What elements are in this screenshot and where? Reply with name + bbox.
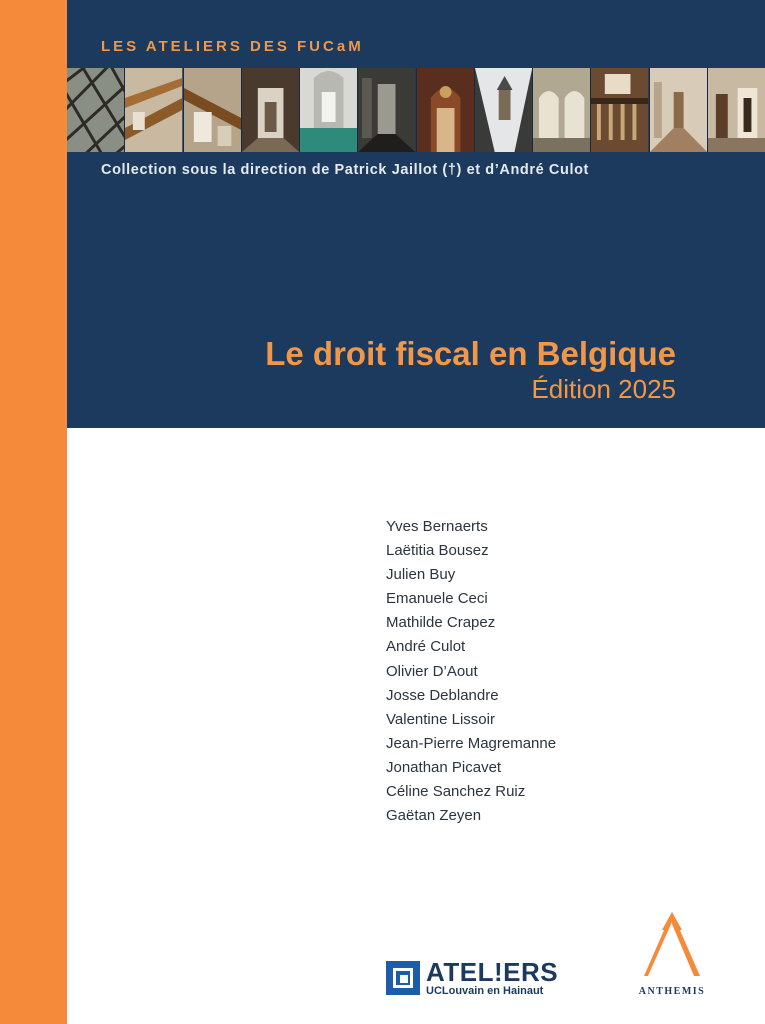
photo-tower-window	[475, 68, 533, 152]
author-name: Céline Sanchez Ruiz	[386, 783, 526, 801]
author-name: Jonathan Picavet	[386, 758, 502, 776]
photo-stair-railing	[184, 68, 242, 152]
photo-hallway-dark	[358, 68, 416, 152]
photo-corridor-arches	[242, 68, 300, 152]
photo-corridor-doors	[708, 68, 765, 152]
author-name: Josse Deblandre	[386, 686, 499, 704]
photo-arched-doorway	[417, 68, 475, 152]
author-name: Laëtitia Bousez	[386, 542, 489, 560]
author-name: Valentine Lissoir	[386, 710, 495, 728]
ateliers-logo-sub: UCLouvain en Hainaut	[426, 985, 544, 997]
author-name: André Culot	[386, 638, 466, 656]
anthemis-a-icon	[632, 910, 712, 984]
book-edition: Édition 2025	[531, 374, 676, 404]
photo-long-corridor	[650, 68, 708, 152]
ateliers-logo-main: ATEL!ERS	[426, 957, 559, 987]
cover-header	[67, 0, 765, 428]
author-name: Jean-Pierre Magremanne	[386, 734, 557, 752]
photo-cloister-arches	[533, 68, 591, 152]
author-name: Julien Buy	[386, 566, 456, 584]
author-name: Mathilde Crapez	[386, 614, 496, 632]
photo-green-corridor	[300, 68, 358, 152]
author-name: Gaëtan Zeyen	[386, 807, 482, 825]
photo-wooden-balustrade	[591, 68, 649, 152]
photo-strip	[67, 68, 765, 152]
author-list	[386, 516, 556, 829]
author-name: Yves Bernaerts	[386, 518, 488, 535]
author-name: Olivier D’Aout	[386, 662, 478, 680]
orange-spine	[0, 0, 67, 1024]
photo-leaded-window	[67, 68, 125, 152]
anthemis-logo	[632, 910, 712, 1000]
book-title: Le droit fiscal en Belgique	[265, 335, 676, 372]
collection-credit: Collection sous la direction de Patrick Jaillot (†) et d’André Culot	[101, 162, 589, 178]
ateliers-logo	[386, 958, 576, 998]
ateliers-mark-icon	[386, 961, 420, 995]
series-title: LES ATELIERS DES FUCaM	[101, 38, 364, 55]
author-name: Emanuele Ceci	[386, 590, 488, 608]
publisher-name: ANTHEMIS	[638, 986, 706, 997]
photo-wooden-staircase	[125, 68, 183, 152]
